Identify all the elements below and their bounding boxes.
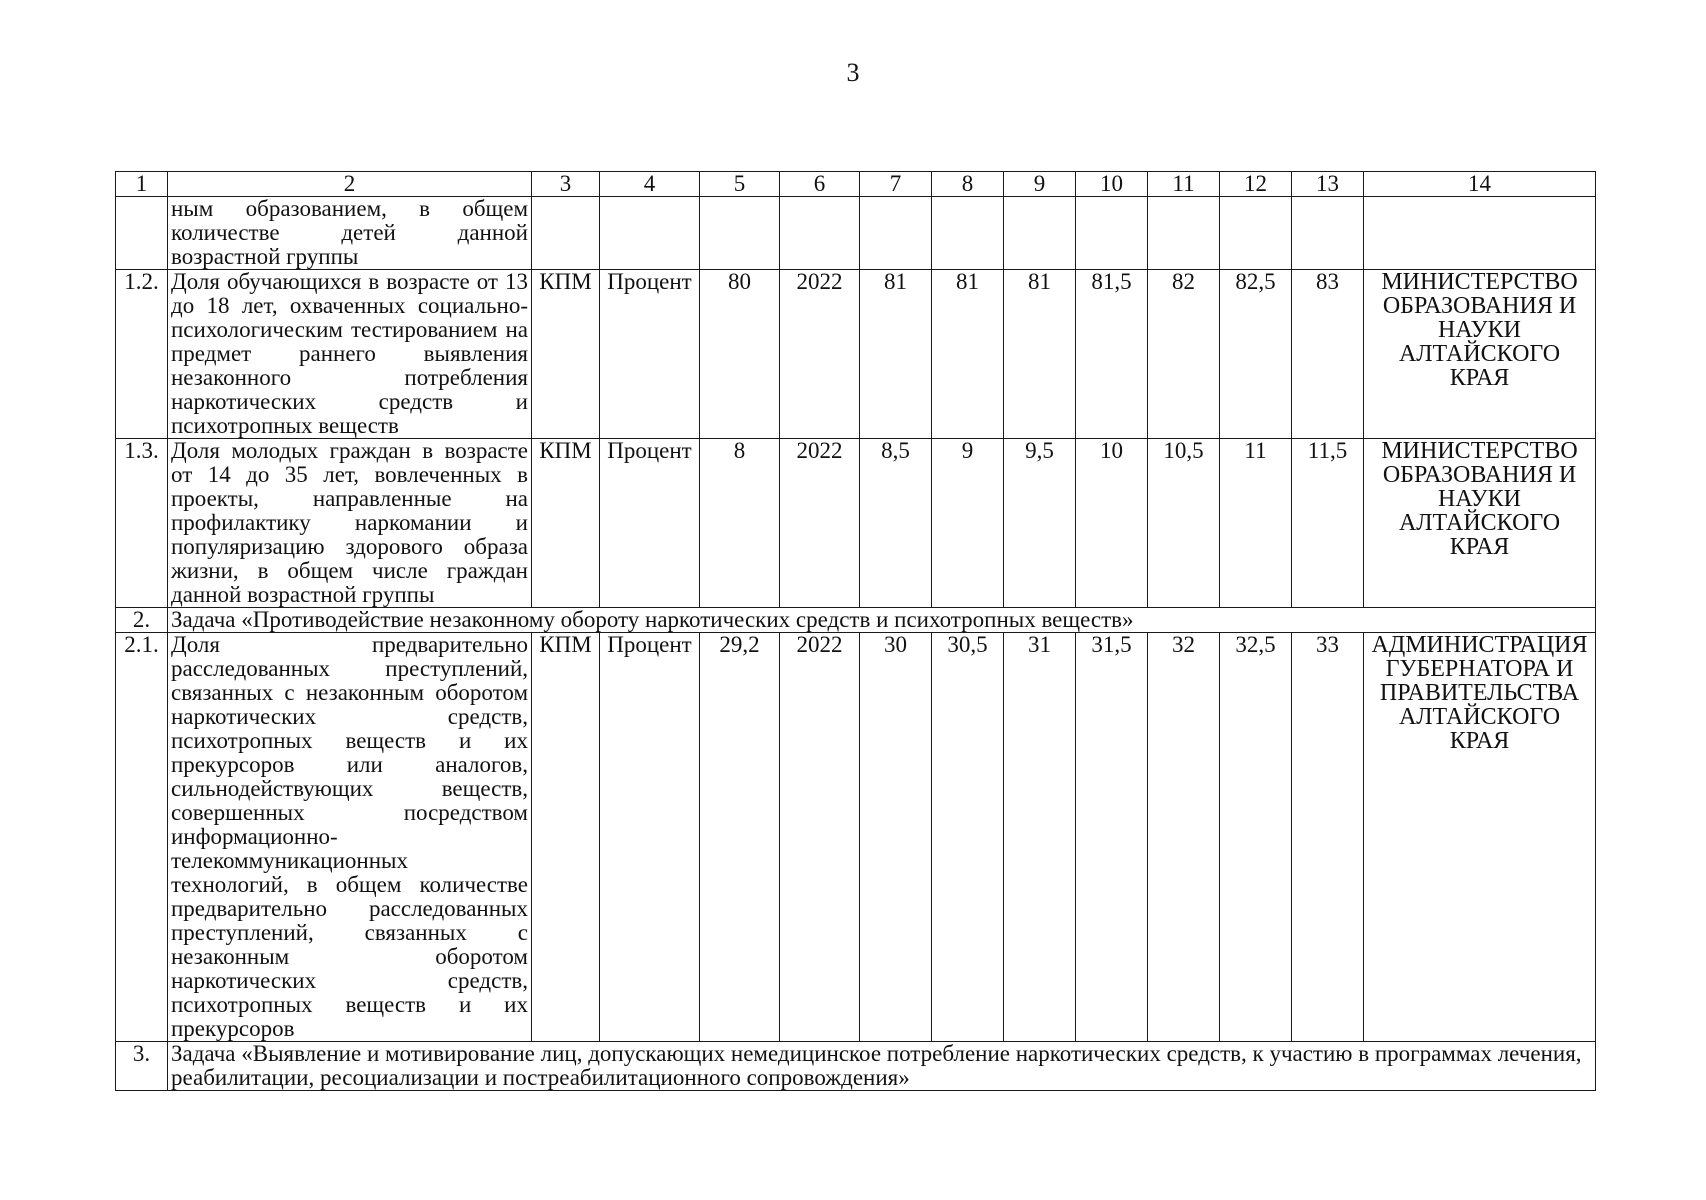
task-title: Задача «Противодействие незаконному обороту наркотических средств и психотропных веществ» <box>168 608 1596 633</box>
value-col8: 81 <box>932 270 1004 439</box>
task-row <box>116 608 1596 633</box>
column-header: 14 <box>1364 172 1596 197</box>
base-value: 80 <box>700 270 780 439</box>
unit: Процент <box>600 633 700 1042</box>
indicator-description: Доля обучающихся в возрасте от 13 до 18 лет, охваченных социально-психологическим тестированием на предмет раннего выявления незаконного потребления наркотических средств и психотропных веществ <box>168 270 532 439</box>
indicator-type: КПМ <box>532 270 600 439</box>
column-header: 7 <box>860 172 932 197</box>
column-header: 12 <box>1220 172 1292 197</box>
indicator-description: ным образованием, в общем количестве детей данной возрастной группы <box>168 197 532 270</box>
base-value: 29,2 <box>700 633 780 1042</box>
value-col12: 32,5 <box>1220 633 1292 1042</box>
continuation-row <box>116 197 1596 270</box>
row-number <box>116 197 168 270</box>
value-col13: 83 <box>1292 270 1364 439</box>
value-col12: 82,5 <box>1220 270 1292 439</box>
indicator-description: Доля молодых граждан в возрасте от 14 до 35 лет, вовлеченных в проекты, направленные на профилактику наркомании и популяризацию здорового образа жизни, в общем числе граждан данной возрастной группы <box>168 439 532 608</box>
value-col10: 10 <box>1076 439 1148 608</box>
column-header: 6 <box>780 172 860 197</box>
column-header: 4 <box>600 172 700 197</box>
indicators-table <box>115 171 1596 1091</box>
column-header: 5 <box>700 172 780 197</box>
column-header: 13 <box>1292 172 1364 197</box>
column-header: 9 <box>1004 172 1076 197</box>
responsible-agency: АДМИНИСТРАЦИЯ ГУБЕРНАТОРА И ПРАВИТЕЛЬСТВА АЛТАЙСКОГО КРАЯ <box>1364 633 1596 1042</box>
column-header: 10 <box>1076 172 1148 197</box>
indicator-type: КПМ <box>532 439 600 608</box>
value-col13: 11,5 <box>1292 439 1364 608</box>
value-col9: 31 <box>1004 633 1076 1042</box>
task-number: 3. <box>116 1042 168 1091</box>
unit: Процент <box>600 270 700 439</box>
value-col11: 82 <box>1148 270 1220 439</box>
value-col8: 9 <box>932 439 1004 608</box>
column-header: 2 <box>168 172 532 197</box>
column-number-row <box>116 172 1596 197</box>
base-value: 8 <box>700 439 780 608</box>
task-row <box>116 1042 1596 1091</box>
base-year: 2022 <box>780 270 860 439</box>
value-col7: 81 <box>860 270 932 439</box>
value-col7: 8,5 <box>860 439 932 608</box>
table-row <box>116 439 1596 608</box>
value-col12: 11 <box>1220 439 1292 608</box>
table-row <box>116 633 1596 1042</box>
value-col9: 9,5 <box>1004 439 1076 608</box>
value-col13: 33 <box>1292 633 1364 1042</box>
value-col9: 81 <box>1004 270 1076 439</box>
row-number: 1.3. <box>116 439 168 608</box>
responsible-agency: МИНИСТЕРСТВО ОБРАЗОВАНИЯ И НАУКИ АЛТАЙСКОГО КРАЯ <box>1364 439 1596 608</box>
column-header: 11 <box>1148 172 1220 197</box>
column-header: 3 <box>532 172 600 197</box>
row-number: 1.2. <box>116 270 168 439</box>
value-col11: 10,5 <box>1148 439 1220 608</box>
column-header: 8 <box>932 172 1004 197</box>
indicator-description: Доля предварительно расследованных преступлений, связанных с незаконным оборотом наркотических средств, психотропных веществ и их прекурсоров или аналогов, сильнодействующих веществ, совершенных посредством информационно-телекоммуникационных технологий, в общем количестве предварительно расследованных преступлений, связанных с незаконным оборотом наркотических средств, психотропных веществ и их прекурсоров <box>168 633 532 1042</box>
base-year: 2022 <box>780 439 860 608</box>
value-col7: 30 <box>860 633 932 1042</box>
responsible-agency: МИНИСТЕРСТВО ОБРАЗОВАНИЯ И НАУКИ АЛТАЙСКОГО КРАЯ <box>1364 270 1596 439</box>
indicator-type: КПМ <box>532 633 600 1042</box>
value-col8: 30,5 <box>932 633 1004 1042</box>
value-col10: 31,5 <box>1076 633 1148 1042</box>
task-number: 2. <box>116 608 168 633</box>
table-row <box>116 270 1596 439</box>
row-number: 2.1. <box>116 633 168 1042</box>
column-header: 1 <box>116 172 168 197</box>
value-col10: 81,5 <box>1076 270 1148 439</box>
unit: Процент <box>600 439 700 608</box>
task-title: Задача «Выявление и мотивирование лиц, допускающих немедицинское потребление наркотических средств, к участию в программах лечения, реабилитации, ресоциализации и постреабилитационного сопровождения» <box>168 1042 1596 1091</box>
value-col11: 32 <box>1148 633 1220 1042</box>
page-number: 3 <box>846 58 860 87</box>
base-year: 2022 <box>780 633 860 1042</box>
